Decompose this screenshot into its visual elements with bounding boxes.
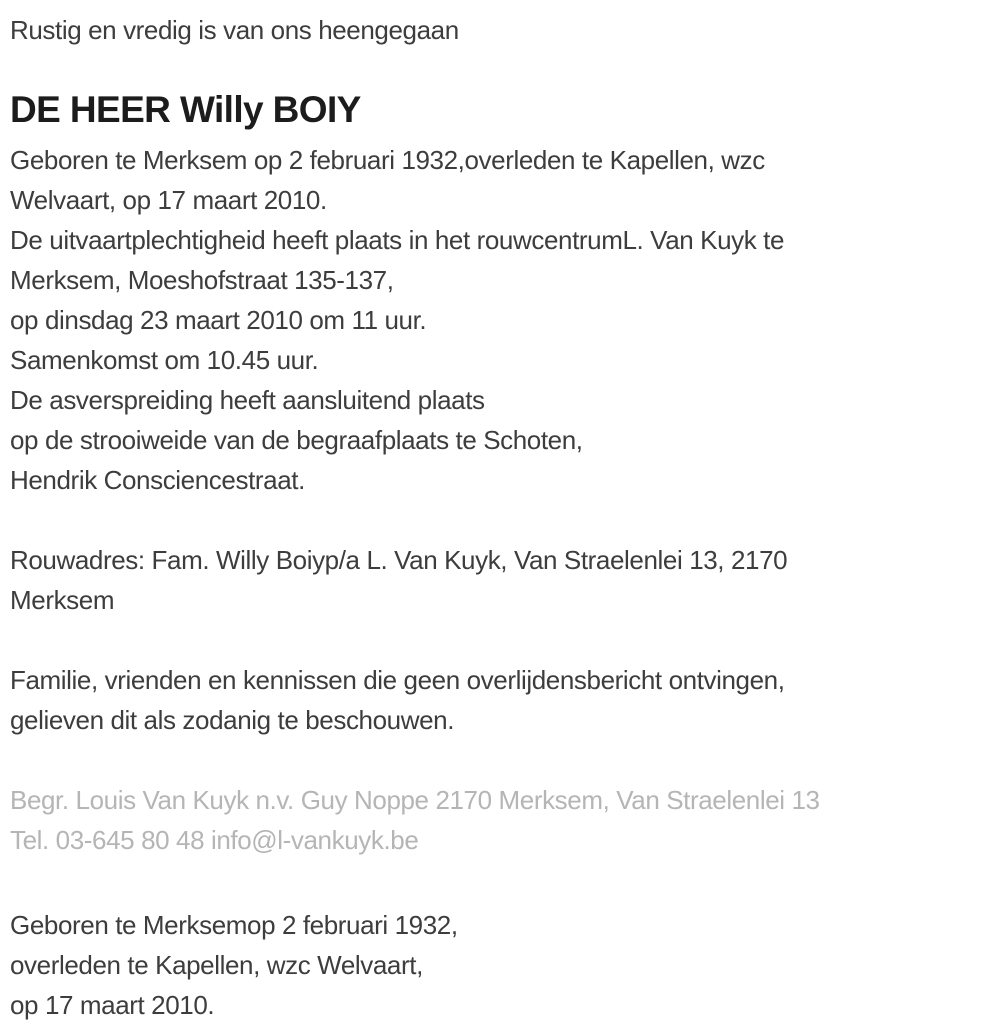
text-line: Geboren te Merksem op 2 februari 1932,overleden te Kapellen, wzc <box>10 145 765 175</box>
funeral-home-credit-paragraph <box>10 780 988 860</box>
text-line: Tel. 03-645 80 48 info@l-vankuyk.be <box>10 825 419 855</box>
deceased-name-title: DE HEER Willy BOIY <box>10 89 361 130</box>
family-notice-paragraph <box>10 660 988 740</box>
mourning-address-paragraph <box>10 540 988 620</box>
text-line: Familie, vrienden en kennissen die geen overlijdensbericht ontvingen, <box>10 665 785 695</box>
text-line: op de strooiweide van de begraafplaats te Schoten, <box>10 425 583 455</box>
intro-line: Rustig en vredig is van ons heengegaan <box>10 15 459 45</box>
funeral-details-paragraph <box>10 140 988 500</box>
text-line: gelieven dit als zodanig te beschouwen. <box>10 705 455 735</box>
text-line: De asverspreiding heeft aansluitend plaats <box>10 385 485 415</box>
text-line: De uitvaartplechtigheid heeft plaats in het rouwcentrumL. Van Kuyk te <box>10 225 785 255</box>
text-line: Samenkomst om 10.45 uur. <box>10 345 319 375</box>
text-line: Begr. Louis Van Kuyk n.v. Guy Noppe 2170 Merksem, Van Straelenlei 13 <box>10 785 820 815</box>
text-line: Merksem <box>10 585 115 615</box>
text-line: op dinsdag 23 maart 2010 om 11 uur. <box>10 305 427 335</box>
text-line: Hendrik Consciencestraat. <box>10 465 305 495</box>
text-line: Welvaart, op 17 maart 2010. <box>10 185 327 215</box>
text-line: overleden te Kapellen, wzc Welvaart, <box>10 950 423 980</box>
birth-death-summary-paragraph <box>10 905 988 1025</box>
text-line: op 17 maart 2010. <box>10 990 215 1020</box>
text-line: Merksem, Moeshofstraat 135-137, <box>10 265 394 295</box>
text-line: Geboren te Merksemop 2 februari 1932, <box>10 910 458 940</box>
text-line: Rouwadres: Fam. Willy Boiyp/a L. Van Kuyk, Van Straelenlei 13, 2170 <box>10 545 788 575</box>
